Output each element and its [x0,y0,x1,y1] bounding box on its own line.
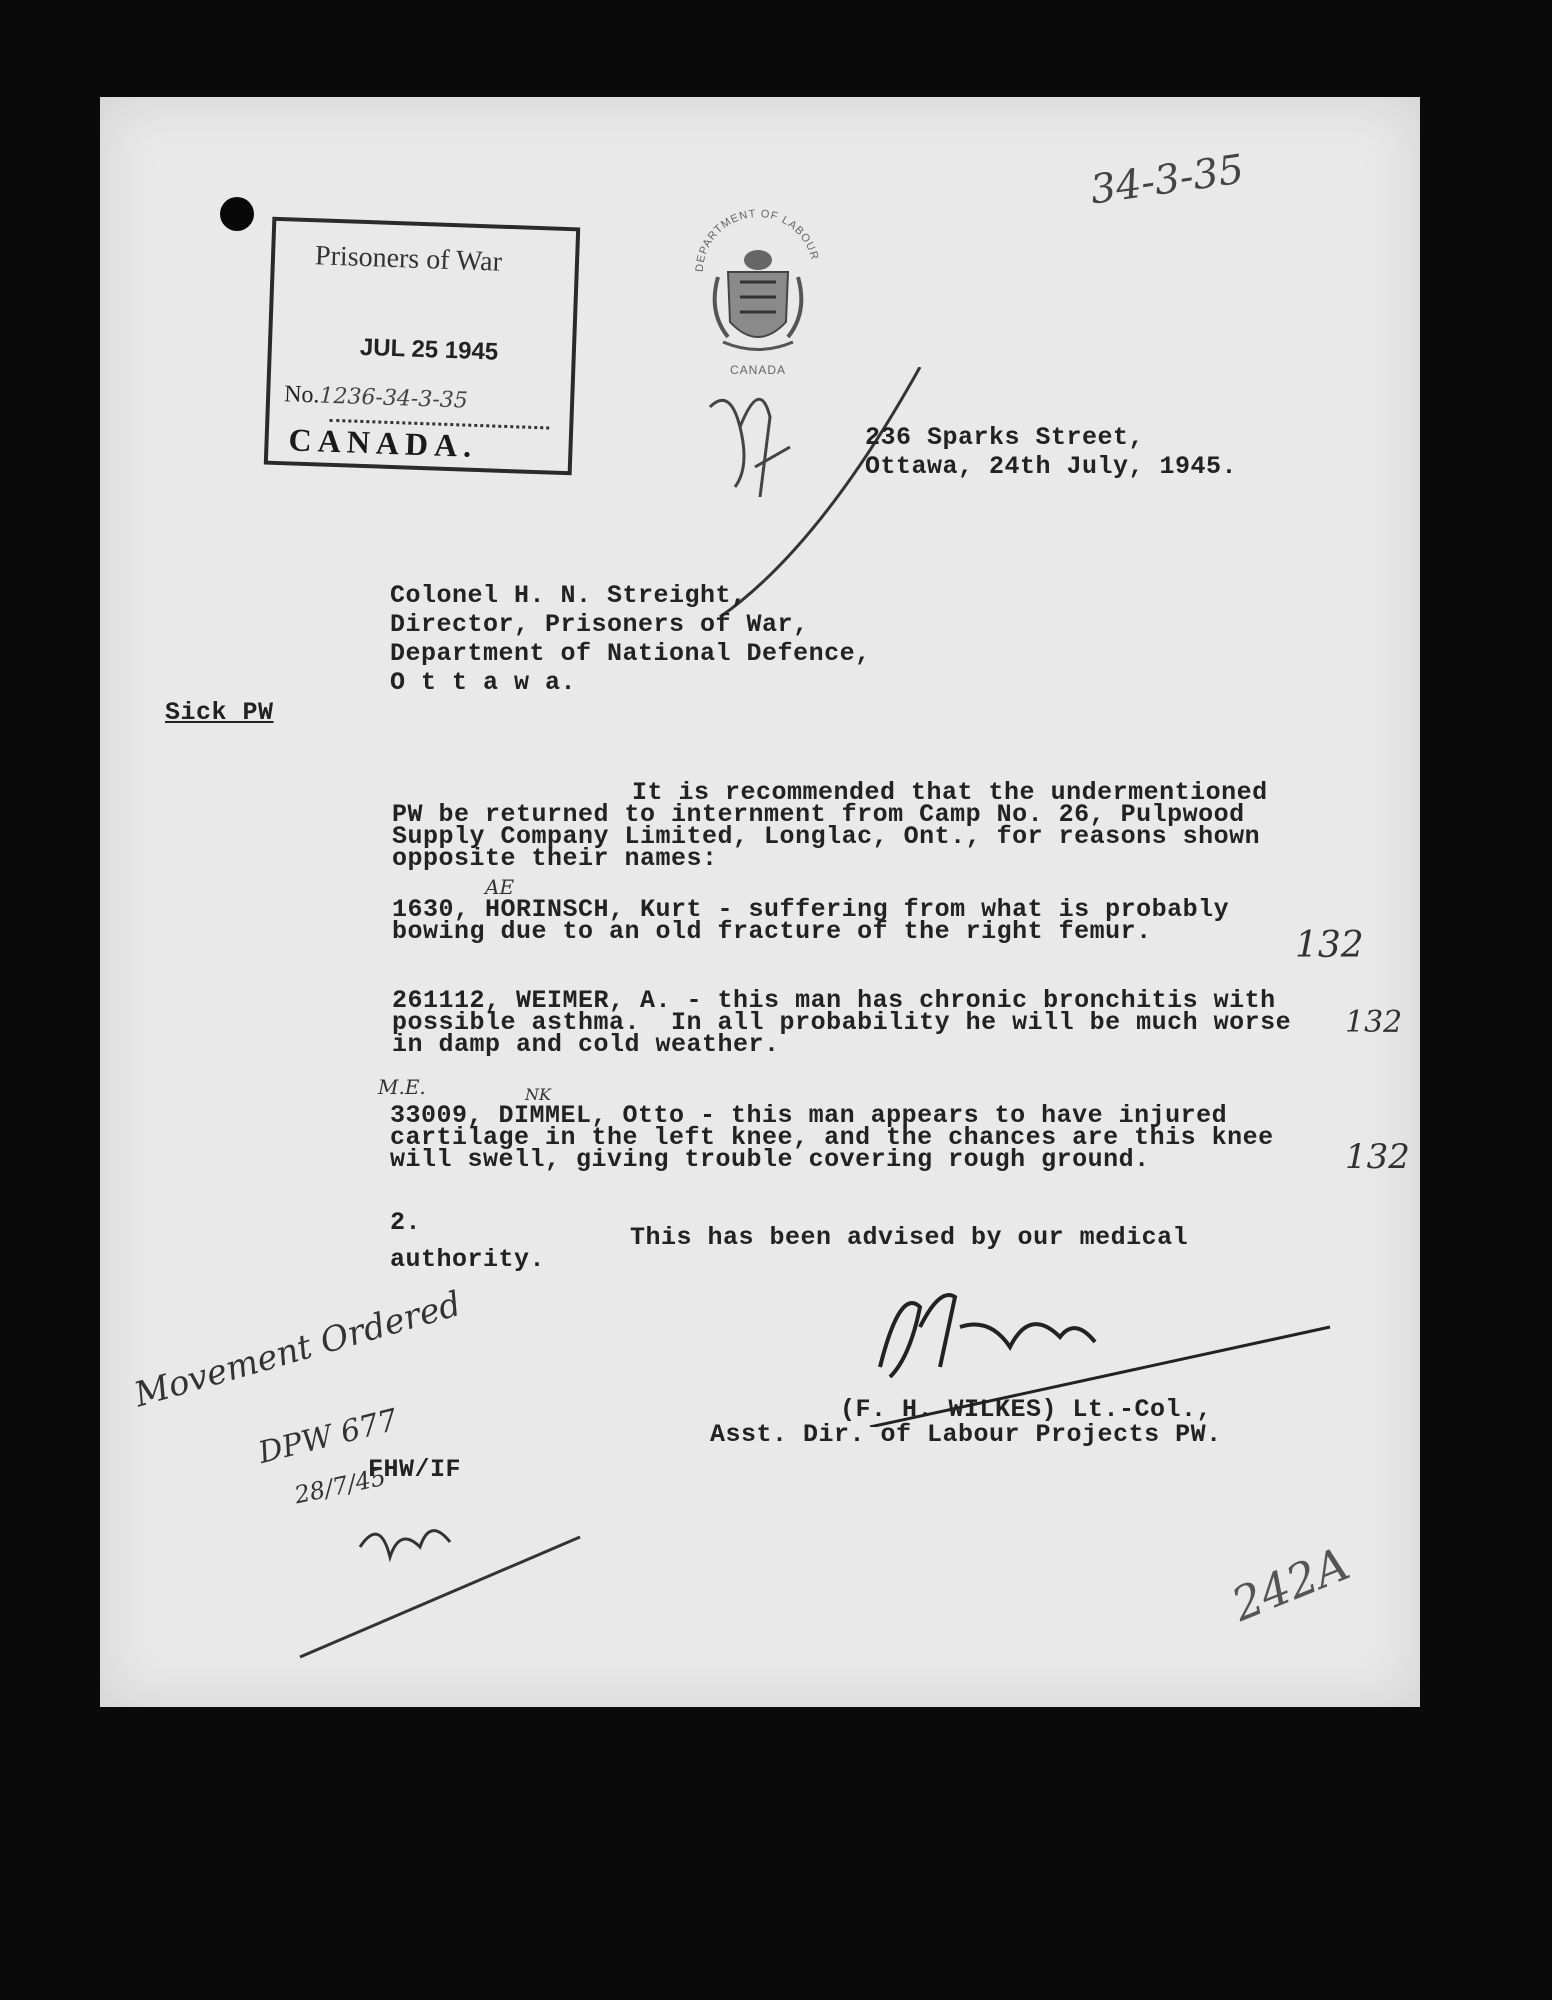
subject-line: Sick PW [165,698,274,727]
intro-line-2: PW be returned to internment from Camp No. 26, Pulpwood [392,800,1245,829]
crest-country: CANADA [729,363,787,377]
entry1-line-1: 1630, HORINSCH, Kurt - suffering from what is probably [392,895,1230,924]
para2-number: 2. [390,1208,422,1237]
movement-note-line-3: 28/7/45 [292,1462,389,1510]
crest-arc-text: DEPARTMENT OF LABOUR [693,207,821,273]
entry1-line-2: bowing due to an old fracture of the right femur. [392,917,1152,946]
intro-line-4: opposite their names: [392,844,718,873]
file-reference: 34-3-35 [1087,146,1247,214]
stamp-number-value: 1236-34-3-35 [319,383,469,414]
entry2-margin-code: 132 [1345,1005,1403,1040]
recipient-line-4: O t t a w a. [390,668,577,697]
stamp-number-label: No. [283,381,321,409]
coat-of-arms-icon [715,250,802,350]
entry1-margin-code: 132 [1295,925,1364,966]
entry2-line-2: possible asthma. In all probability he will be much worse [392,1008,1292,1037]
entry2-line-3: in damp and cold weather. [392,1030,780,1059]
stamp-date: JUL 25 1945 [359,333,499,366]
received-stamp [264,217,580,476]
stamp-country: CANADA. [288,421,478,464]
signature-name: (F. H. WILKES) Lt.-Col., [840,1395,1213,1424]
address-line-2: Ottawa, 24th July, 1945. [865,452,1238,481]
entry3-annotation-left: M.E. [378,1075,426,1099]
document-page [100,97,1420,1707]
movement-note-line-1: Movement Ordered [130,1283,466,1416]
movement-note-line-2: DPW 677 [255,1402,402,1471]
recipient-line-3: Department of National Defence, [390,639,871,668]
address-line-1: 236 Sparks Street, [865,423,1145,452]
entry3-line-3: will swell, giving trouble covering rough ground. [390,1145,1150,1174]
page-number: 242A [1224,1536,1357,1632]
entry3-annotation-right: NK [525,1085,551,1104]
stamp-number [284,381,468,414]
recipient-line-1: Colonel H. N. Streight, [390,581,747,610]
entry1-annotation: AE [485,875,515,899]
department-crest [688,202,828,382]
intro-line-1: It is recommended that the undermentioned [632,778,1268,807]
para2-line-2: authority. [390,1245,546,1274]
entry3-margin-code: 132 [1345,1137,1410,1177]
entry3-line-2: cartilage in the left knee, and the chances are this knee [390,1123,1274,1152]
intro-line-3: Supply Company Limited, Longlac, Ont., for reasons shown [392,822,1261,851]
entry3-line-1: 33009, DIMMEL, Otto - this man appears to have injured [390,1101,1228,1130]
signature-title: Asst. Dir. of Labour Projects PW. [710,1420,1222,1449]
movement-initials-scribble [290,1487,590,1667]
stamp-title: Prisoners of War [314,240,503,278]
para2-line-1: This has been advised by our medical [630,1223,1189,1252]
punch-hole [220,197,254,231]
signature-initials: FHW/IF [368,1455,462,1484]
entry2-line-1: 261112, WEIMER, A. - this man has chronic bronchitis with [392,986,1276,1015]
recipient-line-2: Director, Prisoners of War, [390,610,809,639]
